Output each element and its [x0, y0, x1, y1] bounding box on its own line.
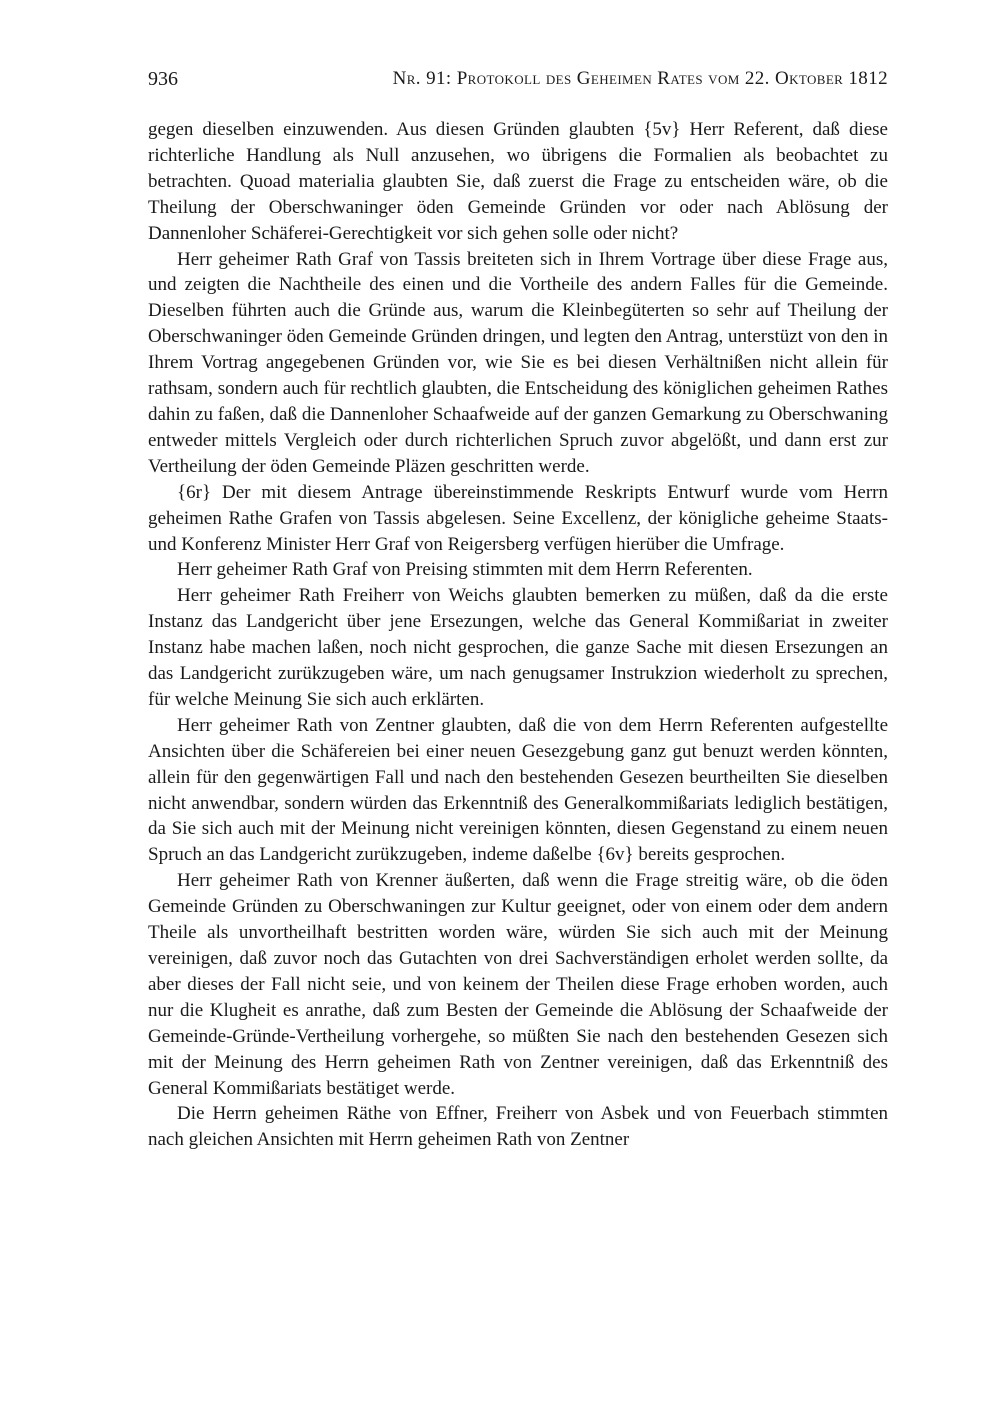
- paragraph-1: gegen dieselben einzuwenden. Aus diesen Gründen glaubten {5v} Herr Referent, daß diese richterliche Handlung als Null anzusehen, wo übrigens die Formalien als beobachtet zu betrachten. Quoad materialia glaubten Sie, daß zuerst die Frage zu entscheiden wäre, ob die Theilung der Oberschwaninger öden Gemeinde Gründen vor oder nach Ablösung der Dannenloher Schäferei-Gerechtigkeit vor sich gehen solle oder nicht?: [148, 119, 888, 244]
- page-header: [148, 66, 888, 96]
- paragraph-5: Herr geheimer Rath Freiherr von Weichs glaubten bemerken zu müßen, daß da die erste Instanz das Landgericht über jene Ersezungen, welche das General Kommißariat in zweiter Instanz habe machen laßen, noch nicht gesprochen, die ganze Sache mit diesen Ersezungen an das Landgericht zurükzugeben wäre, um nach genugsamer Instrukzion wiederholt zu sprechen, für welche Meinung Sie sich auch erklärten.: [148, 585, 888, 710]
- paragraph-8: Die Herrn geheimen Räthe von Effner, Freiherr von Asbek und von Feuerbach stimmten nach gleichen Ansichten mit Herrn geheimen Rath von Zentner: [148, 1103, 888, 1151]
- paragraph-7: Herr geheimer Rath von Krenner äußerten, daß wenn die Frage streitig wäre, ob die öden Gemeinde Gründen zu Oberschwaningen zur Kultur geeignet, oder von einem oder dem andern Theile als unvortheilhaft bestritten worden wäre, würden Sie sich auch mit der Meinung vereinigen, daß zuvor noch das Gutachten von drei Sachverständigen erholet werden sollte, da aber dieses der Fall nicht seie, und von keinem der Theilen diese Frage erhoben worden, auch nur die Klugheit es anrathe, daß zum Besten der Gemeinde die Ablösung der Schaafweide der Gemeinde-Gründe-Vertheilung vorhergehe, so müßten Sie nach den bestehenden Gesezen sich mit der Meinung des Herrn geheimen Rath von Zentner vereinigen, daß das Erkenntniß des General Kommißariats bestätiget werde.: [148, 870, 888, 1099]
- page-number: 936: [148, 68, 178, 90]
- paragraph-4: Herr geheimer Rath Graf von Preising stimmten mit dem Herrn Referenten.: [177, 559, 753, 581]
- paragraph-6: Herr geheimer Rath von Zentner glaubten, daß die von dem Herrn Referenten aufgestellte Ansichten über die Schäfereien bei einer neuen Gesezgebung ganz gut benuzt werden könnten, allein für den gegenwärtigen Fall und nach den bestehenden Gesezen beurtheilten Sie dieselben nicht anwendbar, sondern würden das Erkenntniß des Generalkommißariats lediglich bestätigen, da Sie sich auch mit der Meinung nicht vereinigen könnten, diesen Gegenstand zu einem neuen Spruch an das Landgericht zurükzugeben, indeme daßelbe {6v} bereits gesprochen.: [148, 714, 888, 866]
- running-head: Nr. 91: Protokoll des Geheimen Rates vom 22. Oktober 1812: [392, 68, 888, 89]
- paragraph-3: {6r} Der mit diesem Antrage übereinstimmende Reskripts Entwurf wurde vom Herrn geheimen Rathe Grafen von Tassis abgelesen. Seine Excellenz, der königliche geheime Staats- und Konferenz Minister Herr Graf von Reigersberg verfügen hierüber die Umfrage.: [148, 481, 888, 555]
- body-text: [148, 117, 888, 1153]
- paragraph-2: Herr geheimer Rath Graf von Tassis breiteten sich in Ihrem Vortrage über diese Frage aus, und zeigten die Nachtheile des einen und die Vortheile des andern Falles für die Gemeinde. Dieselben führten auch die Gründe aus, warum die Kleinbegüterten so sehr auf Theilung der Oberschwaninger öden Gemeinde Gründen dringen, und legten den Antrag, unterstüzt von den in Ihrem Vortrag angegebenen Gründen vor, wie Sie es bei diesen Verhältnißen nicht allein für rathsam, sondern auch für rechtlich glaubten, die Entscheidung des königlichen geheimen Rathes dahin zu faßen, daß die Dannenloher Schaafweide auf der ganzen Gemarkung zu Oberschwaning entweder mittels Vergleich oder durch richterlichen Spruch zuvor abgelößt, und dann erst zur Vertheilung der öden Gemeinde Pläzen geschritten werde.: [148, 248, 888, 477]
